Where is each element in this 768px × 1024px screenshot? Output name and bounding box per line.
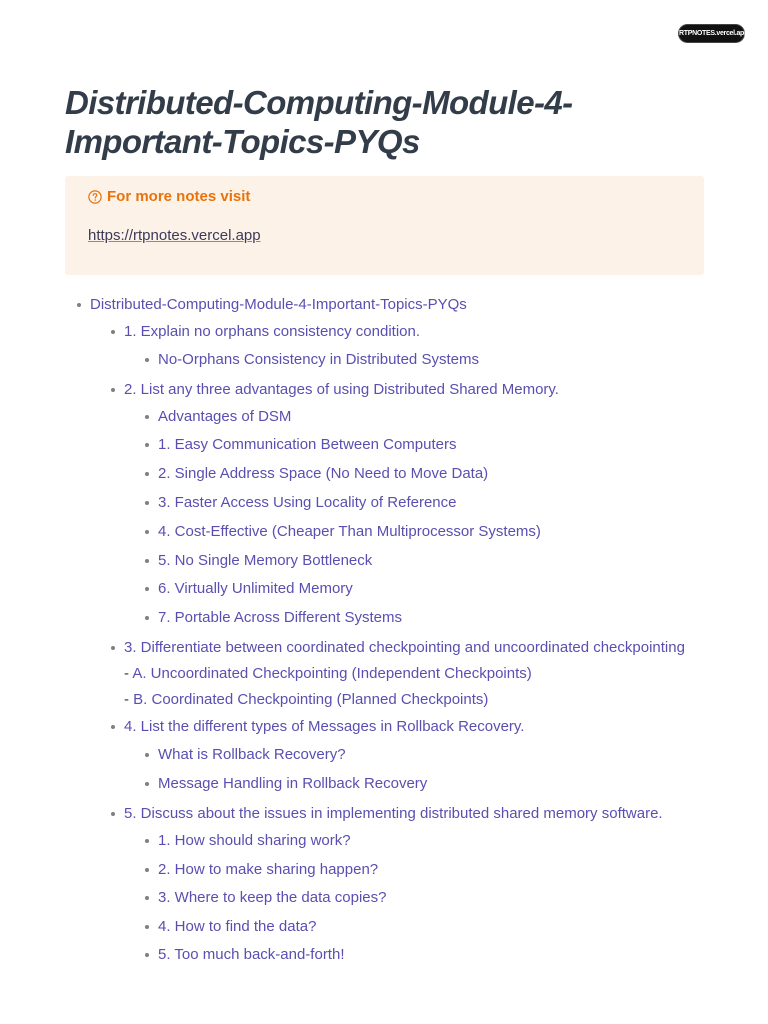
bullet-icon [145, 896, 149, 900]
toc-subitem[interactable] [158, 494, 456, 512]
bullet-icon [145, 782, 149, 786]
page-title: Distributed-Computing-Module-4-Important-Topics-PYQs [65, 84, 573, 160]
toc-item-label[interactable]: 7. Portable Across Different Systems [158, 609, 402, 626]
toc-item-label[interactable]: 5. Discuss about the issues in implementing distributed shared memory software. [124, 805, 663, 822]
toc-item-q3[interactable] [124, 639, 685, 657]
toc-item-label[interactable]: Distributed-Computing-Module-4-Important-Topics-PYQs [90, 296, 467, 313]
bullet-icon [145, 587, 149, 591]
rtpnotes-link[interactable]: https://rtpnotes.vercel.app [88, 227, 261, 244]
bullet-icon [111, 725, 115, 729]
toc-item-q1[interactable] [124, 323, 420, 341]
toc-item-label[interactable]: 2. List any three advantages of using Distributed Shared Memory. [124, 381, 559, 398]
toc-subitem[interactable] [158, 832, 351, 850]
bullet-icon [111, 812, 115, 816]
bullet-icon [145, 415, 149, 419]
toc-item-label[interactable]: 3. Where to keep the data copies? [158, 889, 387, 906]
bullet-icon [145, 530, 149, 534]
toc-subitem[interactable] [158, 946, 345, 964]
toc-item-label[interactable]: B. Coordinated Checkpointing (Planned Checkpoints) [133, 691, 489, 708]
toc-item-label[interactable]: Advantages of DSM [158, 408, 292, 425]
toc-item-label[interactable]: 5. No Single Memory Bottleneck [158, 552, 373, 569]
toc-item-label[interactable]: What is Rollback Recovery? [158, 746, 346, 763]
toc-item-label[interactable]: 2. Single Address Space (No Need to Move Data) [158, 465, 489, 482]
toc-subitem[interactable] [158, 408, 291, 426]
bullet-icon [145, 925, 149, 929]
toc-subitem[interactable] [158, 465, 488, 483]
question-circle-icon [88, 190, 102, 204]
dash-marker: - [124, 665, 133, 682]
toc-item-q2[interactable] [124, 381, 559, 399]
toc-item-label[interactable]: 3. Differentiate between coordinated checkpointing and uncoordinated checkpointing [124, 639, 685, 656]
bullet-icon [111, 646, 115, 650]
toc-item-label[interactable]: 2. How to make sharing happen? [158, 861, 379, 878]
toc-item-label[interactable]: 4. How to find the data? [158, 918, 317, 935]
bullet-icon [145, 839, 149, 843]
bullet-icon [145, 443, 149, 447]
toc-item-root[interactable] [90, 296, 467, 314]
toc-item-label[interactable]: 1. Easy Communication Between Computers [158, 436, 457, 453]
toc-item-label[interactable]: 3. Faster Access Using Locality of Reference [158, 494, 457, 511]
site-badge[interactable]: RTPNOTES.vercel.app [679, 25, 744, 42]
toc-subitem[interactable] [158, 523, 541, 541]
callout-heading-text: For more notes visit [107, 188, 251, 205]
callout-heading [88, 188, 250, 205]
toc-item-label[interactable]: 5. Too much back-and-forth! [158, 946, 345, 963]
bullet-icon [145, 472, 149, 476]
toc-subitem[interactable] [158, 351, 479, 369]
bullet-icon [145, 868, 149, 872]
toc-subitem[interactable] [158, 889, 386, 907]
toc-item-label[interactable]: A. Uncoordinated Checkpointing (Independent Checkpoints) [132, 665, 532, 682]
bullet-icon [145, 953, 149, 957]
toc-subitem[interactable] [158, 775, 427, 793]
toc-item-label[interactable]: 1. Explain no orphans consistency condition. [124, 323, 421, 340]
toc-item-q5[interactable] [124, 805, 663, 823]
toc-item-label[interactable]: Message Handling in Rollback Recovery [158, 775, 428, 792]
bullet-icon [111, 388, 115, 392]
toc-item-q4[interactable] [124, 718, 524, 736]
toc-dash-item[interactable] [124, 691, 488, 709]
toc-item-label[interactable]: 4. Cost-Effective (Cheaper Than Multiprocessor Systems) [158, 523, 541, 540]
toc-subitem[interactable] [158, 580, 353, 598]
bullet-icon [77, 303, 81, 307]
toc-subitem[interactable] [158, 436, 456, 454]
toc-subitem[interactable] [158, 609, 402, 627]
toc-item-label[interactable]: No-Orphans Consistency in Distributed Systems [158, 351, 479, 368]
toc-item-label[interactable]: 1. How should sharing work? [158, 832, 351, 849]
notes-callout [65, 176, 704, 275]
bullet-icon [145, 358, 149, 362]
toc-subitem[interactable] [158, 861, 378, 879]
toc-item-label[interactable]: 6. Virtually Unlimited Memory [158, 580, 353, 597]
bullet-icon [145, 501, 149, 505]
dash-marker: - [124, 691, 134, 708]
bullet-icon [145, 753, 149, 757]
toc-subitem[interactable] [158, 918, 316, 936]
bullet-icon [145, 559, 149, 563]
toc-item-label[interactable]: 4. List the different types of Messages in Rollback Recovery. [124, 718, 525, 735]
bullet-icon [111, 330, 115, 334]
toc-dash-item[interactable] [124, 665, 532, 683]
toc-subitem[interactable] [158, 746, 346, 764]
bullet-icon [145, 616, 149, 620]
toc-subitem[interactable] [158, 552, 372, 570]
